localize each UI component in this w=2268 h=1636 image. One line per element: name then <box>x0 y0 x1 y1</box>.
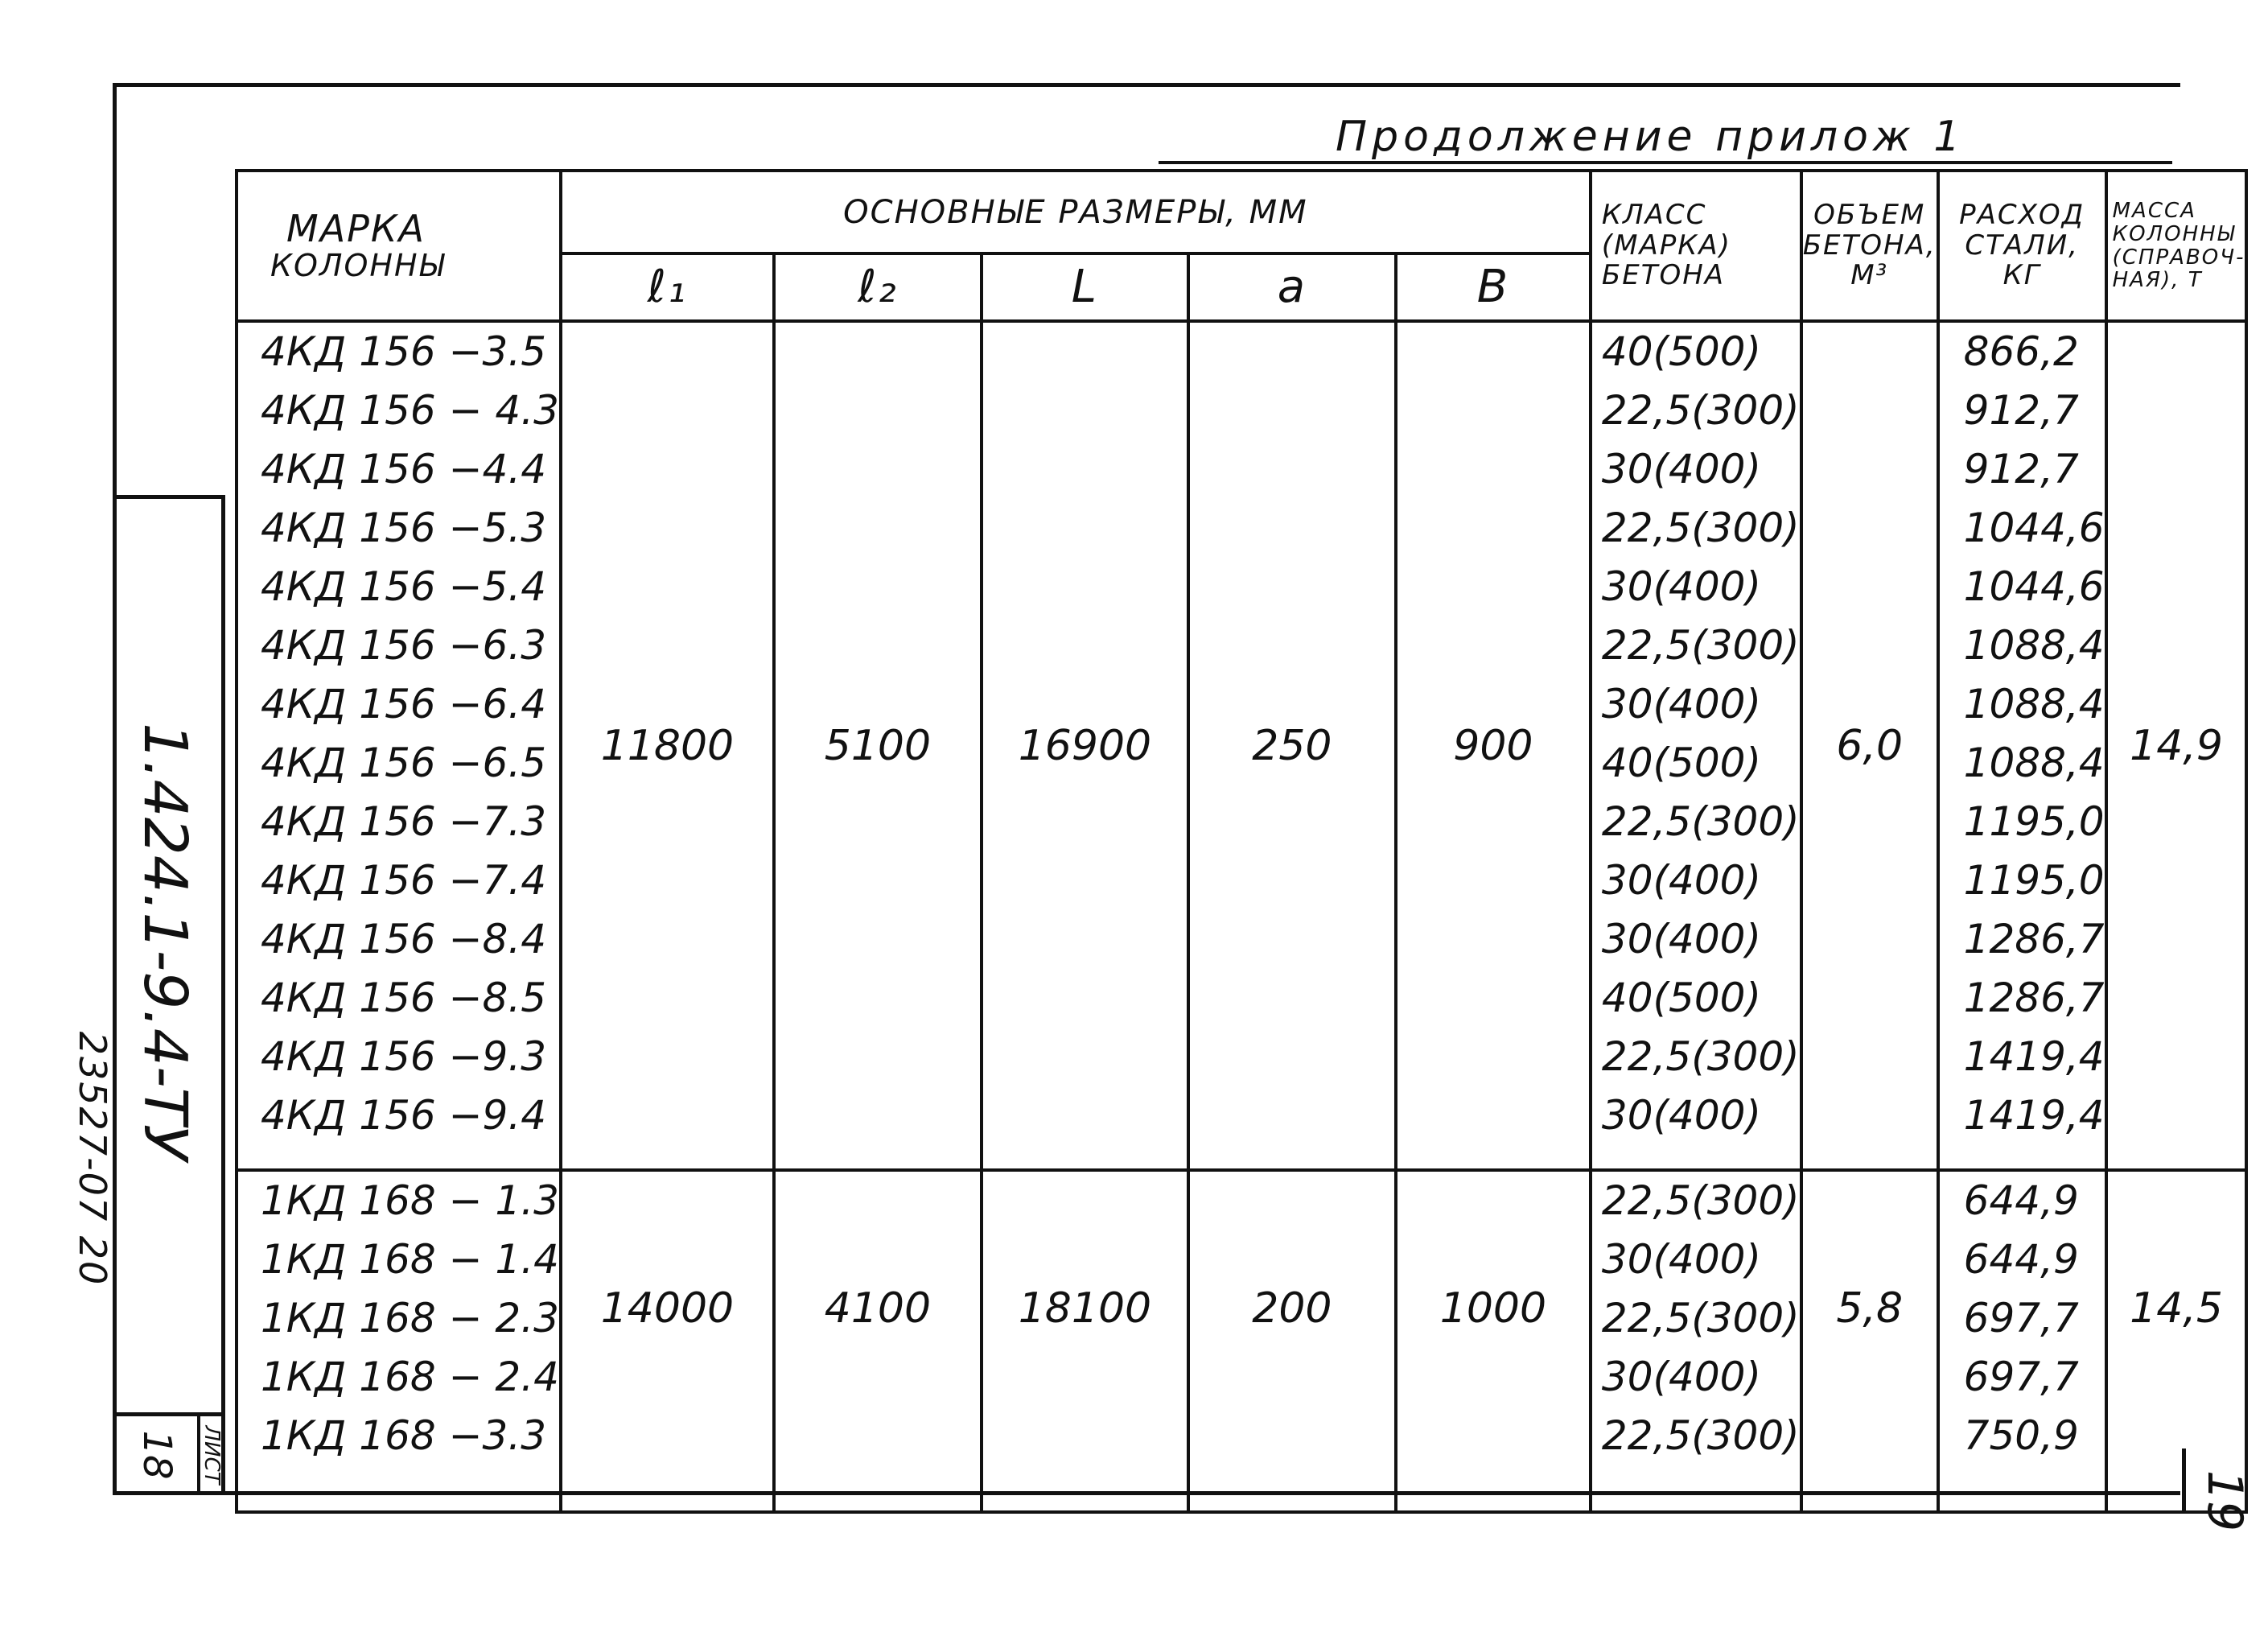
list-item: 1195,0 <box>1963 857 2105 904</box>
header-b: В <box>1396 253 1591 321</box>
list-item: 4КД 156 −4.4 <box>261 446 547 492</box>
header-l1: ℓ₁ <box>561 253 774 321</box>
sheet-label: ЛИСТ <box>200 1425 224 1485</box>
marks-list <box>238 1172 559 1465</box>
steel-cell <box>1938 321 2106 1170</box>
inventory-number: 23527-07 20 <box>71 1031 114 1287</box>
list-item: 22,5(300) <box>1601 1177 1800 1224</box>
list-item: 30(400) <box>1601 681 1761 727</box>
columns-table <box>235 169 2248 1514</box>
list-item: 697,7 <box>1963 1354 2079 1400</box>
list-item: 1286,7 <box>1963 975 2105 1021</box>
list-item: 1044,6 <box>1963 563 2105 610</box>
list-item: 4КД 156 −9.3 <box>261 1033 547 1080</box>
list-item: 4КД 156 −3.5 <box>261 328 547 375</box>
marks-list <box>238 323 559 1145</box>
classes-cell <box>1591 321 1801 1170</box>
steel-cell <box>1938 1170 2106 1512</box>
marks-cell <box>237 321 561 1170</box>
page-title: Продолжение прилож 1 <box>1336 113 1965 161</box>
list-item: 644,9 <box>1963 1236 2079 1283</box>
b-value: 1000 <box>1396 1170 1591 1512</box>
list-item: 1КД 168 − 2.4 <box>261 1354 559 1400</box>
header-dimensions: ОСНОВНЫЕ РАЗМЕРЫ, ММ <box>561 171 1591 253</box>
list-item: 4КД 156 −6.4 <box>261 681 547 727</box>
l1-value: 11800 <box>561 321 774 1170</box>
list-item: 40(500) <box>1601 328 1761 375</box>
list-item: 30(400) <box>1601 916 1761 962</box>
list-item: 22,5(300) <box>1601 622 1800 669</box>
volume-value: 5,8 <box>1801 1170 1938 1512</box>
list-item: 4КД 156 − 4.3 <box>261 387 559 434</box>
list-item: 697,7 <box>1963 1295 2079 1341</box>
header-steel: РАСХОД СТАЛИ, КГ <box>1938 171 2106 321</box>
mass-value: 14,9 <box>2106 321 2247 1170</box>
list-item: 1419,4 <box>1963 1092 2105 1139</box>
list-item: 1419,4 <box>1963 1033 2105 1080</box>
list-item: 912,7 <box>1963 446 2079 492</box>
marks-cell <box>237 1170 561 1512</box>
l2-value: 5100 <box>774 321 982 1170</box>
list-item: 4КД 156 −5.4 <box>261 563 547 610</box>
classes-list <box>1592 323 1800 1145</box>
L-value: 16900 <box>982 321 1188 1170</box>
list-item: 4КД 156 −9.4 <box>261 1092 547 1139</box>
header-L: L <box>982 253 1188 321</box>
volume-value: 6,0 <box>1801 321 1938 1170</box>
steel-list <box>1940 1172 2105 1465</box>
list-item: 1088,4 <box>1963 681 2105 727</box>
list-item: 1195,0 <box>1963 798 2105 845</box>
header-concrete-class: КЛАСС (МАРКА) БЕТОНА <box>1591 171 1801 321</box>
list-item: 22,5(300) <box>1601 1033 1800 1080</box>
list-item: 1088,4 <box>1963 740 2105 786</box>
list-item: 30(400) <box>1601 1092 1761 1139</box>
header-mass: МАССА КОЛОННЫ (СПРАВОЧ- НАЯ), Т <box>2106 171 2247 321</box>
steel-list <box>1940 323 2105 1145</box>
list-item: 4КД 156 −8.4 <box>261 916 547 962</box>
list-item: 644,9 <box>1963 1177 2079 1224</box>
list-item: 750,9 <box>1963 1412 2079 1459</box>
title-underline <box>1159 161 2172 164</box>
list-item: 30(400) <box>1601 1236 1761 1283</box>
list-item: 22,5(300) <box>1601 1412 1800 1459</box>
header-a: a <box>1188 253 1396 321</box>
list-item: 4КД 156 −8.5 <box>261 975 547 1021</box>
page-number: 19 <box>2196 1469 2253 1532</box>
list-item: 40(500) <box>1601 740 1761 786</box>
table-row-group-1 <box>237 321 2246 1170</box>
list-item: 1088,4 <box>1963 622 2105 669</box>
L-value: 18100 <box>982 1170 1188 1512</box>
list-item: 1КД 168 −3.3 <box>261 1412 547 1459</box>
list-item: 4КД 156 −7.4 <box>261 857 547 904</box>
a-value: 200 <box>1188 1170 1396 1512</box>
b-value: 900 <box>1396 321 1591 1170</box>
page-number-tick <box>2182 1448 2186 1513</box>
classes-list <box>1592 1172 1800 1465</box>
list-item: 22,5(300) <box>1601 1295 1800 1341</box>
list-item: 40(500) <box>1601 975 1761 1021</box>
list-item: 4КД 156 −6.3 <box>261 622 547 669</box>
list-item: 1044,6 <box>1963 505 2105 551</box>
list-item: 1КД 168 − 1.3 <box>261 1177 559 1224</box>
list-item: 4КД 156 −7.3 <box>261 798 547 845</box>
list-item: 1КД 168 − 2.3 <box>261 1295 559 1341</box>
list-item: 30(400) <box>1601 446 1761 492</box>
list-item: 22,5(300) <box>1601 798 1800 845</box>
table-row-group-2 <box>237 1170 2246 1512</box>
list-item: 30(400) <box>1601 857 1761 904</box>
list-item: 1286,7 <box>1963 916 2105 962</box>
document-code: 1.424.1-9.4-ТУ <box>130 723 200 1160</box>
classes-cell <box>1591 1170 1801 1512</box>
mass-value: 14,5 <box>2106 1170 2247 1512</box>
header-l2: ℓ₂ <box>774 253 982 321</box>
list-item: 22,5(300) <box>1601 505 1800 551</box>
list-item: 30(400) <box>1601 563 1761 610</box>
l2-value: 4100 <box>774 1170 982 1512</box>
list-item: 4КД 156 −5.3 <box>261 505 547 551</box>
list-item: 30(400) <box>1601 1354 1761 1400</box>
sheet-number: 18 <box>134 1430 179 1480</box>
list-item: 866,2 <box>1963 328 2079 375</box>
a-value: 250 <box>1188 321 1396 1170</box>
list-item: 22,5(300) <box>1601 387 1800 434</box>
l1-value: 14000 <box>561 1170 774 1512</box>
header-marka: МАРКА КОЛОННЫ <box>237 171 561 321</box>
list-item: 912,7 <box>1963 387 2079 434</box>
list-item: 1КД 168 − 1.4 <box>261 1236 559 1283</box>
header-concrete-volume: ОБЪЕМ БЕТОНА, М³ <box>1801 171 1938 321</box>
list-item: 4КД 156 −6.5 <box>261 740 547 786</box>
